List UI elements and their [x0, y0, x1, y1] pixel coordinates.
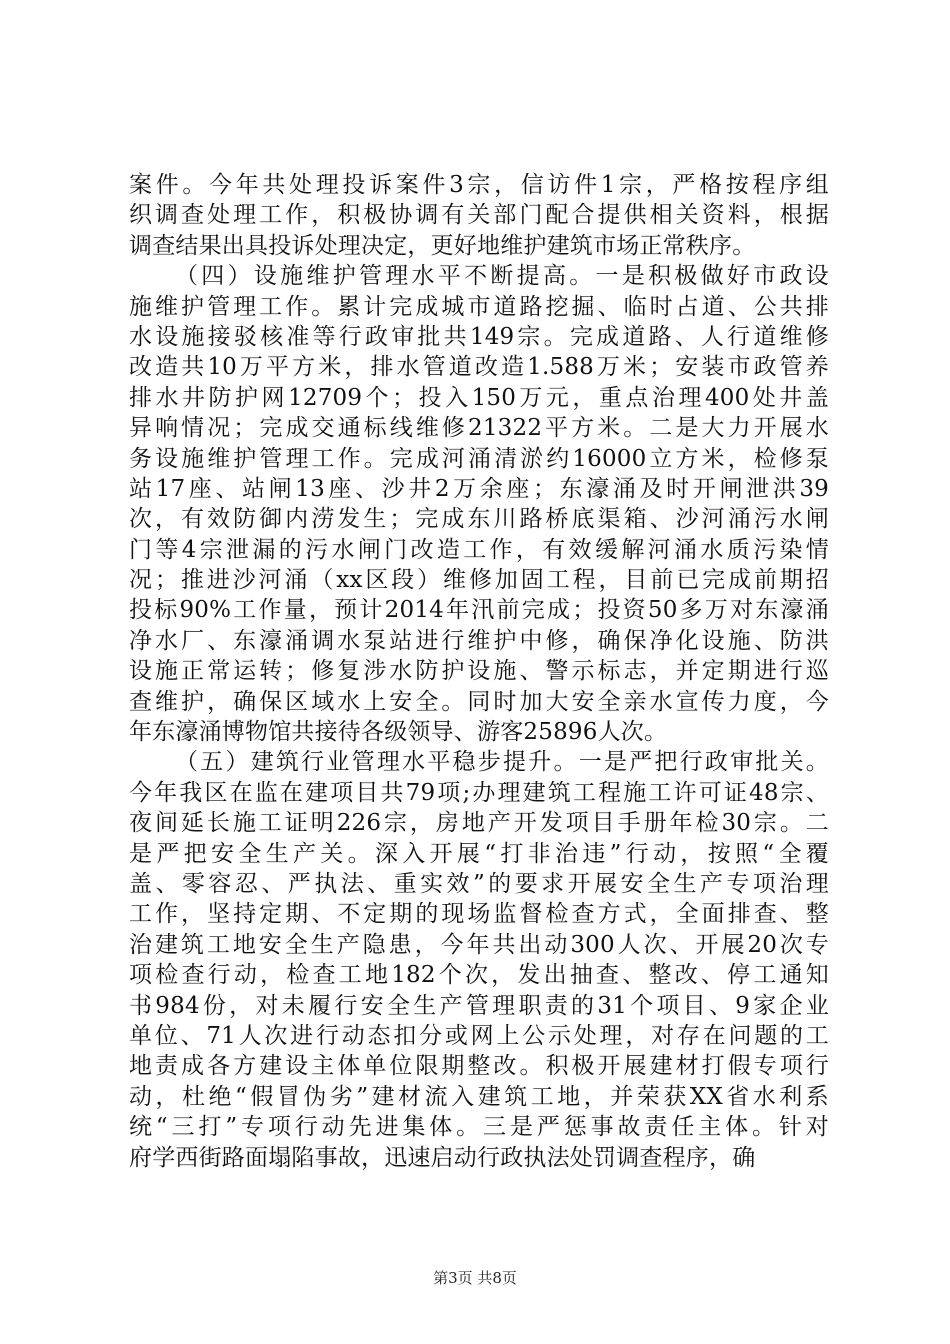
text-line: 统“三打”专项行动先进集体。三是严惩事故责任主体。针对	[129, 1114, 829, 1141]
text-line: 府学西街路面塌陷事故，迅速启动行政执法处罚调查程序，确	[129, 1144, 756, 1171]
text-line: 况；推进沙河涌（xx区段）维修加固工程，目前已完成前期招	[129, 567, 829, 594]
text-line: 今年我区在监在建项目共79项;办理建筑工程施工许可证48宗、	[129, 779, 829, 806]
text-line: （五）建筑行业管理水平稳步提升。一是严把行政审批关。	[175, 749, 829, 776]
text-line: 织调查处理工作，积极协调有关部门配合提供相关资料，根据	[129, 202, 829, 229]
paragraph-construction-management	[129, 747, 829, 1172]
paragraph-facility-maintenance	[129, 261, 829, 747]
text-line: 设施正常运转；修复涉水防护设施、警示标志，并定期进行巡	[129, 658, 829, 685]
page-footer: 第3页 共8页	[433, 1269, 517, 1287]
text-line: 次，有效防御内涝发生；完成东川路桥底渠箱、沙河涌污水闸	[129, 506, 829, 533]
text-line: 务设施维护管理工作。完成河涌清淤约16000立方米，检修泵	[129, 445, 829, 472]
text-line: 排水井防护网12709个；投入150万元，重点治理400处井盖	[129, 384, 829, 411]
paragraph-complaints	[129, 170, 829, 261]
text-line: 夜间延长施工证明226宗，房地产开发项目手册年检30宗。二	[129, 810, 829, 837]
text-line: 异响情况；完成交通标线维修21322平方米。二是大力开展水	[129, 415, 829, 442]
text-line: （四）设施维护管理水平不断提高。一是积极做好市政设	[175, 263, 829, 290]
text-line: 是严把安全生产关。深入开展“打非治违”行动，按照“全覆	[129, 840, 829, 867]
text-line: 年东濠涌博物馆共接待各级领导、游客25896人次。	[129, 719, 668, 746]
text-line: 门等4宗泄漏的污水闸门改造工作，有效缓解河涌水质污染情	[129, 536, 829, 563]
text-line: 水设施接驳核准等行政审批共149宗。完成道路、人行道维修	[129, 323, 829, 350]
text-line: 净水厂、东濠涌调水泵站进行维护中修，确保净化设施、防洪	[129, 627, 829, 654]
text-line: 项检查行动，检查工地182个次，发出抽查、整改、停工通知	[129, 962, 829, 989]
text-line: 动，杜绝“假冒伪劣”建材流入建筑工地，并荣获XX省水利系	[129, 1083, 829, 1110]
body-text	[129, 170, 829, 1173]
text-line: 调查结果出具投诉处理决定，更好地维护建筑市场正常秩序。	[129, 232, 756, 259]
text-line: 书984份，对未履行安全生产管理职责的31个项目、9家企业	[129, 992, 829, 1019]
text-line: 改造共10万平方米，排水管道改造1.588万米；安装市政管养	[129, 354, 829, 381]
text-line: 工作，坚持定期、不定期的现场监督检查方式，全面排查、整	[129, 901, 829, 928]
text-line: 站17座、站闸13座、沙井2万余座；东濠涌及时开闸泄洪39	[129, 475, 829, 502]
text-line: 查维护，确保区域水上安全。同时加大安全亲水宣传力度，今	[129, 688, 829, 715]
text-line: 盖、零容忍、严执法、重实效”的要求开展安全生产专项治理	[129, 870, 829, 897]
text-line: 单位、71人次进行动态扣分或网上公示处理，对存在问题的工	[129, 1022, 829, 1049]
text-line: 地责成各方建设主体单位限期整改。积极开展建材打假专项行	[129, 1053, 829, 1080]
text-line: 投标90%工作量，预计2014年汛前完成；投资50多万对东濠涌	[129, 597, 829, 624]
text-line: 施维护管理工作。累计完成城市道路挖掘、临时占道、公共排	[129, 293, 829, 320]
text-line: 案件。今年共处理投诉案件3宗，信访件1宗，严格按程序组	[129, 172, 829, 198]
text-line: 治建筑工地安全生产隐患，今年共出动300人次、开展20次专	[129, 931, 829, 958]
